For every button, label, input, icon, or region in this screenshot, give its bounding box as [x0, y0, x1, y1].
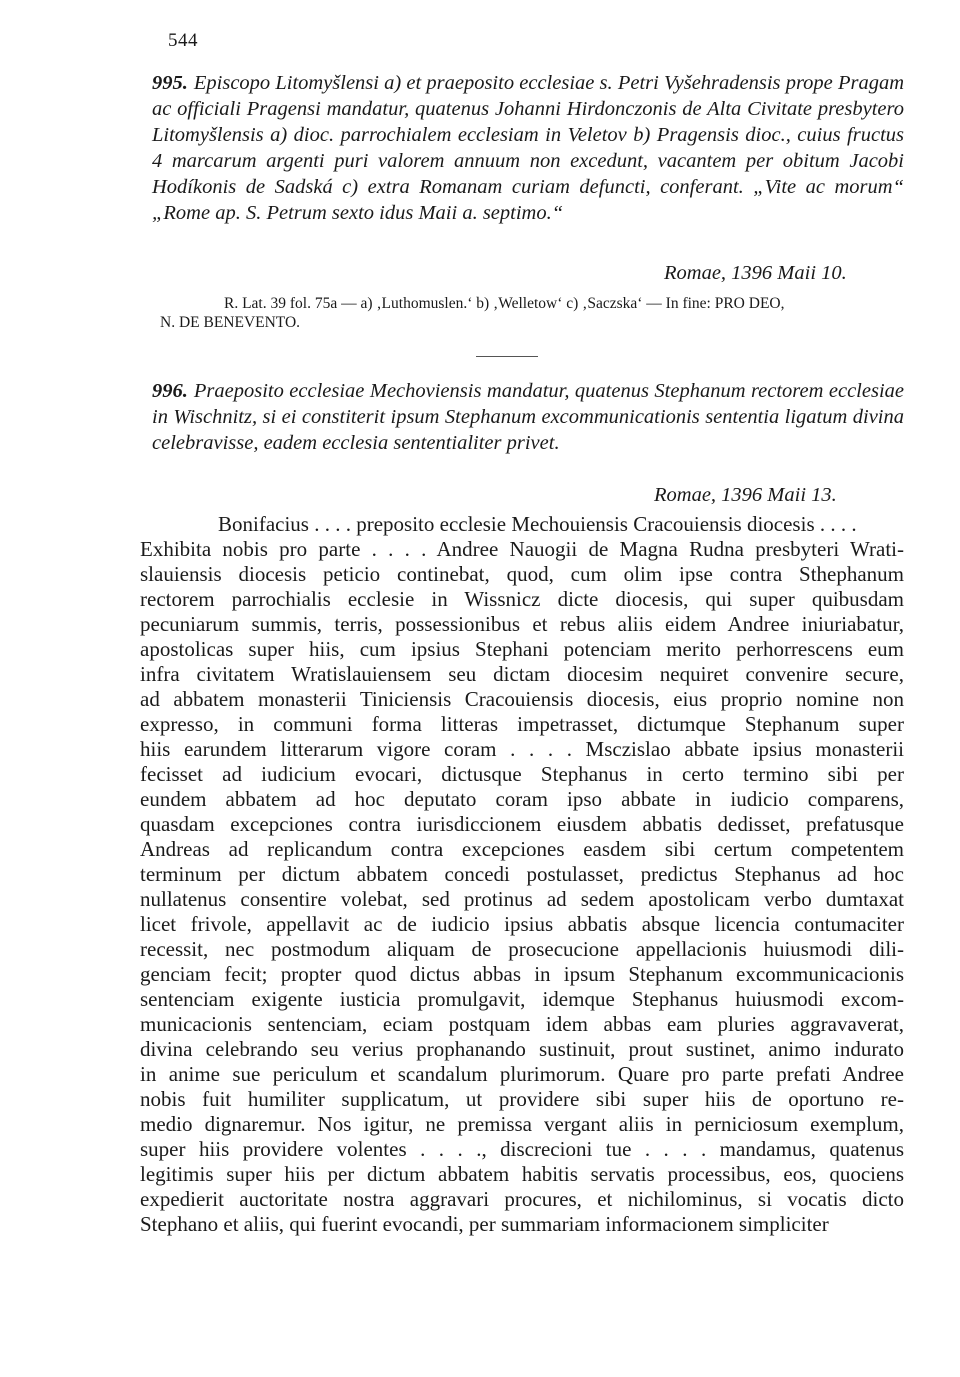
text-line: sentenciam exigente iusticia promulgavit, idemque Stephanus huiusmodi excom-	[140, 987, 904, 1011]
text-line: apostolicas super hiis, cum ipsius Stephani potenciam merito perhorrescens eum	[140, 637, 904, 661]
text-line: pecuniarum summis, terris, possessionibus et rebus aliis eidem Andree iniuriabatur,	[140, 612, 904, 636]
text-line: legitimis super hiis per dictum abbatem habitis servatis processibus, eos, quociens	[140, 1162, 904, 1186]
text-line: terminum per dictum abbatem concedi postulasset, predictus Stephanus ad hoc	[140, 862, 904, 886]
text-line: expresso, in communi forma litteras impetrasset, dictumque Stephanum super	[140, 712, 904, 736]
text-line: municacionis sentenciam, eciam postquam idem abbas eam pluries aggravaverat,	[140, 1012, 904, 1036]
page-number: 544	[168, 30, 198, 51]
text-line: slauiensis diocesis peticio continebat, quod, cum olim ipse contra Sthephanum	[140, 562, 904, 586]
text-line: genciam fecit; propter quod dictus abbas in ipsum Stephanum excommunicacionis	[140, 962, 904, 986]
text-line: nullatenus consentire volebat, sed protinus ad sedem apostolicam verbo dumtaxat	[140, 887, 904, 911]
entry-995-date: Romae, 1396 Maii 10.	[664, 262, 847, 284]
text-line: Bonifacius . . . . preposito ecclesie Mechouiensis Cracouiensis diocesis . . . .	[218, 512, 857, 536]
text-line: Exhibita nobis pro parte . . . . Andree Nauogii de Magna Rudna presbyteri Wrati-	[140, 537, 904, 561]
entry-995-number: 995.	[152, 72, 188, 94]
text-line: recessit, nec postmodum aliquam de prosecucione appellacionis huiusmodi dili-	[140, 937, 904, 961]
text-line: super hiis providere volentes . . . ., discrecioni tue . . . . mandamus, quatenus	[140, 1137, 904, 1161]
section-divider	[476, 356, 538, 357]
entry-995-regest	[152, 70, 904, 226]
entry-996-document-text	[140, 512, 904, 1237]
text-line: quasdam excepciones contra iurisdiccionem eiusdem abbatis dedisset, prefatusque	[140, 812, 904, 836]
text-line: eundem abbatem ad hoc deputato coram ipso abbate in iudicio comparens,	[140, 787, 904, 811]
text-line: nobis fuit humiliter supplicatum, ut providere sibi super hiis de oportuno re-	[140, 1087, 904, 1111]
text-line: Andreas ad replicandum contra excepciones easdem sibi certum competentem	[140, 837, 904, 861]
text-line: Stephano et aliis, qui fuerint evocandi, per summariam informacionem simpliciter	[140, 1212, 829, 1236]
entry-996-number: 996.	[152, 380, 188, 402]
text-line: infra civitatem Wratislauiensem seu dictam diocesim nequiret convenire secure,	[140, 662, 904, 686]
text-line: in anime sue periculum et scandalum plurimorum. Quare pro parte prefati Andree	[140, 1062, 904, 1086]
entry-996-regest	[152, 378, 904, 456]
text-line: expedierit auctoritate nostra aggravari procures, et nichilominus, si vocatis dicto	[140, 1187, 904, 1211]
text-line: divina celebrando seu verius prophanando sustinuit, prout sustinet, animo indurato	[140, 1037, 904, 1061]
entry-996-date: Romae, 1396 Maii 13.	[654, 484, 837, 506]
text-line: rectorem parrochialis ecclesie in Wissnicz dicte diocesis, qui super quibusdam	[140, 587, 904, 611]
text-line: fecisset ad iudicium evocari, dictusque Stephanus in certo termino sibi per	[140, 762, 904, 786]
text-line: hiis earundem litterarum vigore coram . . . . Msczislao abbate ipsius monasterii	[140, 737, 904, 761]
entry-996-regest-text: Praeposito ecclesiae Mechoviensis mandatur, quatenus Stephanum rectorem ecclesiae in Wischnitz, si ei constiterit ipsum Stephanum excommunicationis sententia ligatum divina celebravisse, eadem ecclesia sententialiter privet.	[152, 380, 904, 454]
entry-995-note-source: R. Lat. 39 fol. 75a — a) ‚Luthomuslen.‘ b) ‚Welletow‘ c) ‚Saczska‘ — In fine: PRO DEO,	[224, 295, 785, 312]
entry-995-regest-text: Episcopo Litomyšlensi a) et praeposito ecclesiae s. Petri Vyšehradensis prope Pragam ac officiali Pragensi mandatur, quatenus Johanni Hirdonczonis de Alta Civitate presbytero Litomyšlensis a) dioc. parrochialem ecclesiam in Veletov b) Pragensis dioc., cuius fructus 4 marcarum argenti puri valorem annuum non excedunt, vacantem per obitum Jacobi Hodíkonis de Sadská c) extra Romanam curiam defuncti, conferant. „Vite ac morum“ „Rome ap. S. Petrum sexto idus Maii a. septimo.“	[152, 72, 904, 224]
text-line: licet frivole, appellavit ac de iudicio ipsius abbatis absque licencia contumaciter	[140, 912, 904, 936]
entry-995-note-continuation: N. DE BENEVENTO.	[160, 314, 301, 331]
text-line: medio dignaremur. Nos igitur, ne premissa vergant aliis in perniciosum exemplum,	[140, 1112, 904, 1136]
text-line: ad abbatem monasterii Tiniciensis Cracouiensis diocesis, eius proprio nomine non	[140, 687, 904, 711]
entry-995-notes	[160, 294, 905, 332]
